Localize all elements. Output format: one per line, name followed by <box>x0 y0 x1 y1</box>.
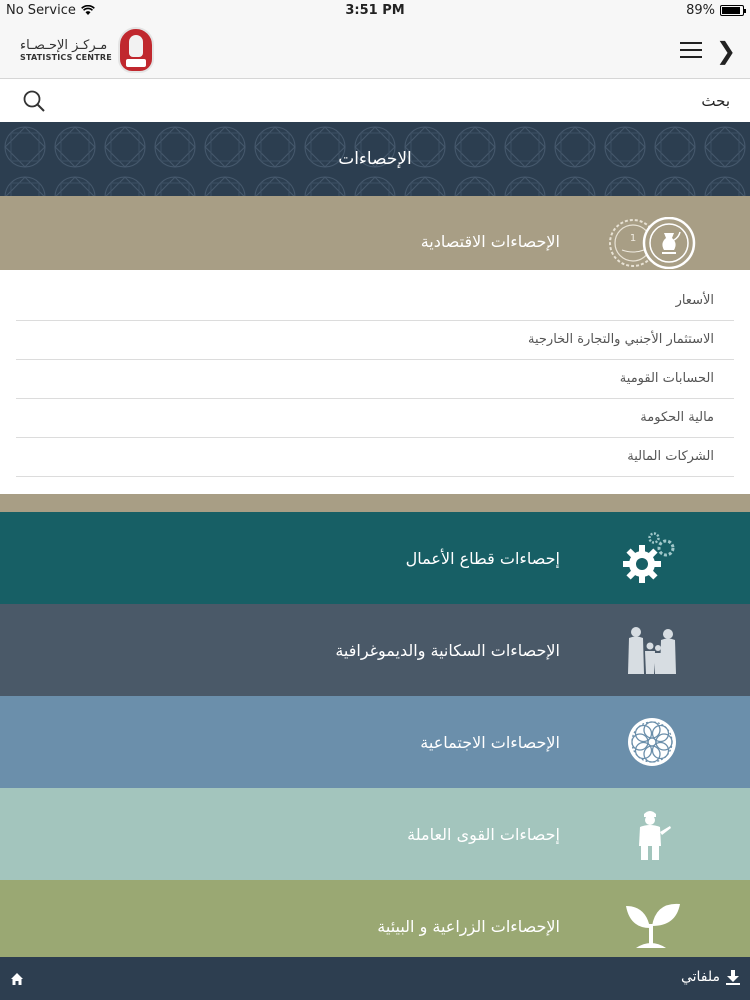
status-time: 3:51 PM <box>345 3 405 18</box>
subitem-government-finance[interactable] <box>16 399 734 438</box>
search-icon[interactable] <box>22 89 46 113</box>
gears-icon <box>620 530 684 586</box>
category-labour[interactable] <box>0 788 750 880</box>
download-icon <box>726 970 740 985</box>
chevron-right-icon[interactable]: ❯ <box>716 37 737 65</box>
category-social[interactable] <box>0 696 750 788</box>
category-business[interactable] <box>0 512 750 604</box>
hamburger-menu-icon[interactable] <box>680 42 702 58</box>
logo-english: STATISTICS CENTRE <box>20 52 112 62</box>
nav-bar <box>0 22 750 79</box>
worker-icon <box>630 808 674 864</box>
category-business-label: إحصاءات قطاع الأعمال <box>405 549 560 568</box>
status-bar <box>0 0 750 22</box>
statistics-hero-banner <box>0 122 750 196</box>
subitem-financial-companies[interactable] <box>16 438 734 477</box>
subitem-label: الشركات المالية <box>627 449 714 464</box>
subitem-label: الاستثمار الأجنبي والتجارة الخارجية <box>527 332 714 347</box>
subitem-label: الحسابات القومية <box>619 371 714 386</box>
search-bar <box>0 80 750 122</box>
category-population-label: الإحصاءات السكانية والديموغرافية <box>335 641 560 660</box>
svg-text:1: 1 <box>629 233 637 244</box>
subitem-label: الأسعار <box>675 293 714 308</box>
coins-icon <box>608 217 698 269</box>
home-icon[interactable] <box>10 972 24 986</box>
category-social-label: الإحصاءات الاجتماعية <box>420 733 560 752</box>
category-economic[interactable] <box>0 196 750 270</box>
subitem-prices[interactable] <box>16 282 734 321</box>
economic-panel-footer <box>0 494 750 512</box>
carrier-label: No Service <box>6 3 76 18</box>
category-population[interactable] <box>0 604 750 696</box>
logo-arabic: مـركـز الإحـصـاء <box>20 37 108 53</box>
category-agriculture-label: الإحصاءات الزراعية و البيئية <box>377 917 560 936</box>
my-files-label: ملفاتي <box>680 969 720 985</box>
subitem-national-accounts[interactable] <box>16 360 734 399</box>
my-files-tab[interactable] <box>681 969 740 985</box>
battery-percent: 89% <box>686 3 715 18</box>
falcon-emblem-icon <box>118 27 154 73</box>
page-title: الإحصاءات <box>338 149 412 169</box>
economic-subitems-panel <box>0 270 750 494</box>
bottom-tab-bar <box>0 957 750 1000</box>
statistics-centre-logo[interactable] <box>20 27 154 73</box>
status-right <box>686 3 744 18</box>
battery-icon <box>720 5 744 16</box>
sprout-icon <box>622 898 682 954</box>
subitem-foreign-investment-trade[interactable] <box>16 321 734 360</box>
logo-text <box>20 38 112 63</box>
family-icon <box>624 624 680 680</box>
category-economic-label: الإحصاءات الاقتصادية <box>420 232 560 251</box>
rosette-pattern-icon <box>626 716 678 768</box>
search-input[interactable] <box>60 86 730 116</box>
battery-fill <box>722 7 740 14</box>
category-labour-label: إحصاءات القوى العاملة <box>407 825 560 844</box>
subitem-label: مالية الحكومة <box>640 410 714 425</box>
